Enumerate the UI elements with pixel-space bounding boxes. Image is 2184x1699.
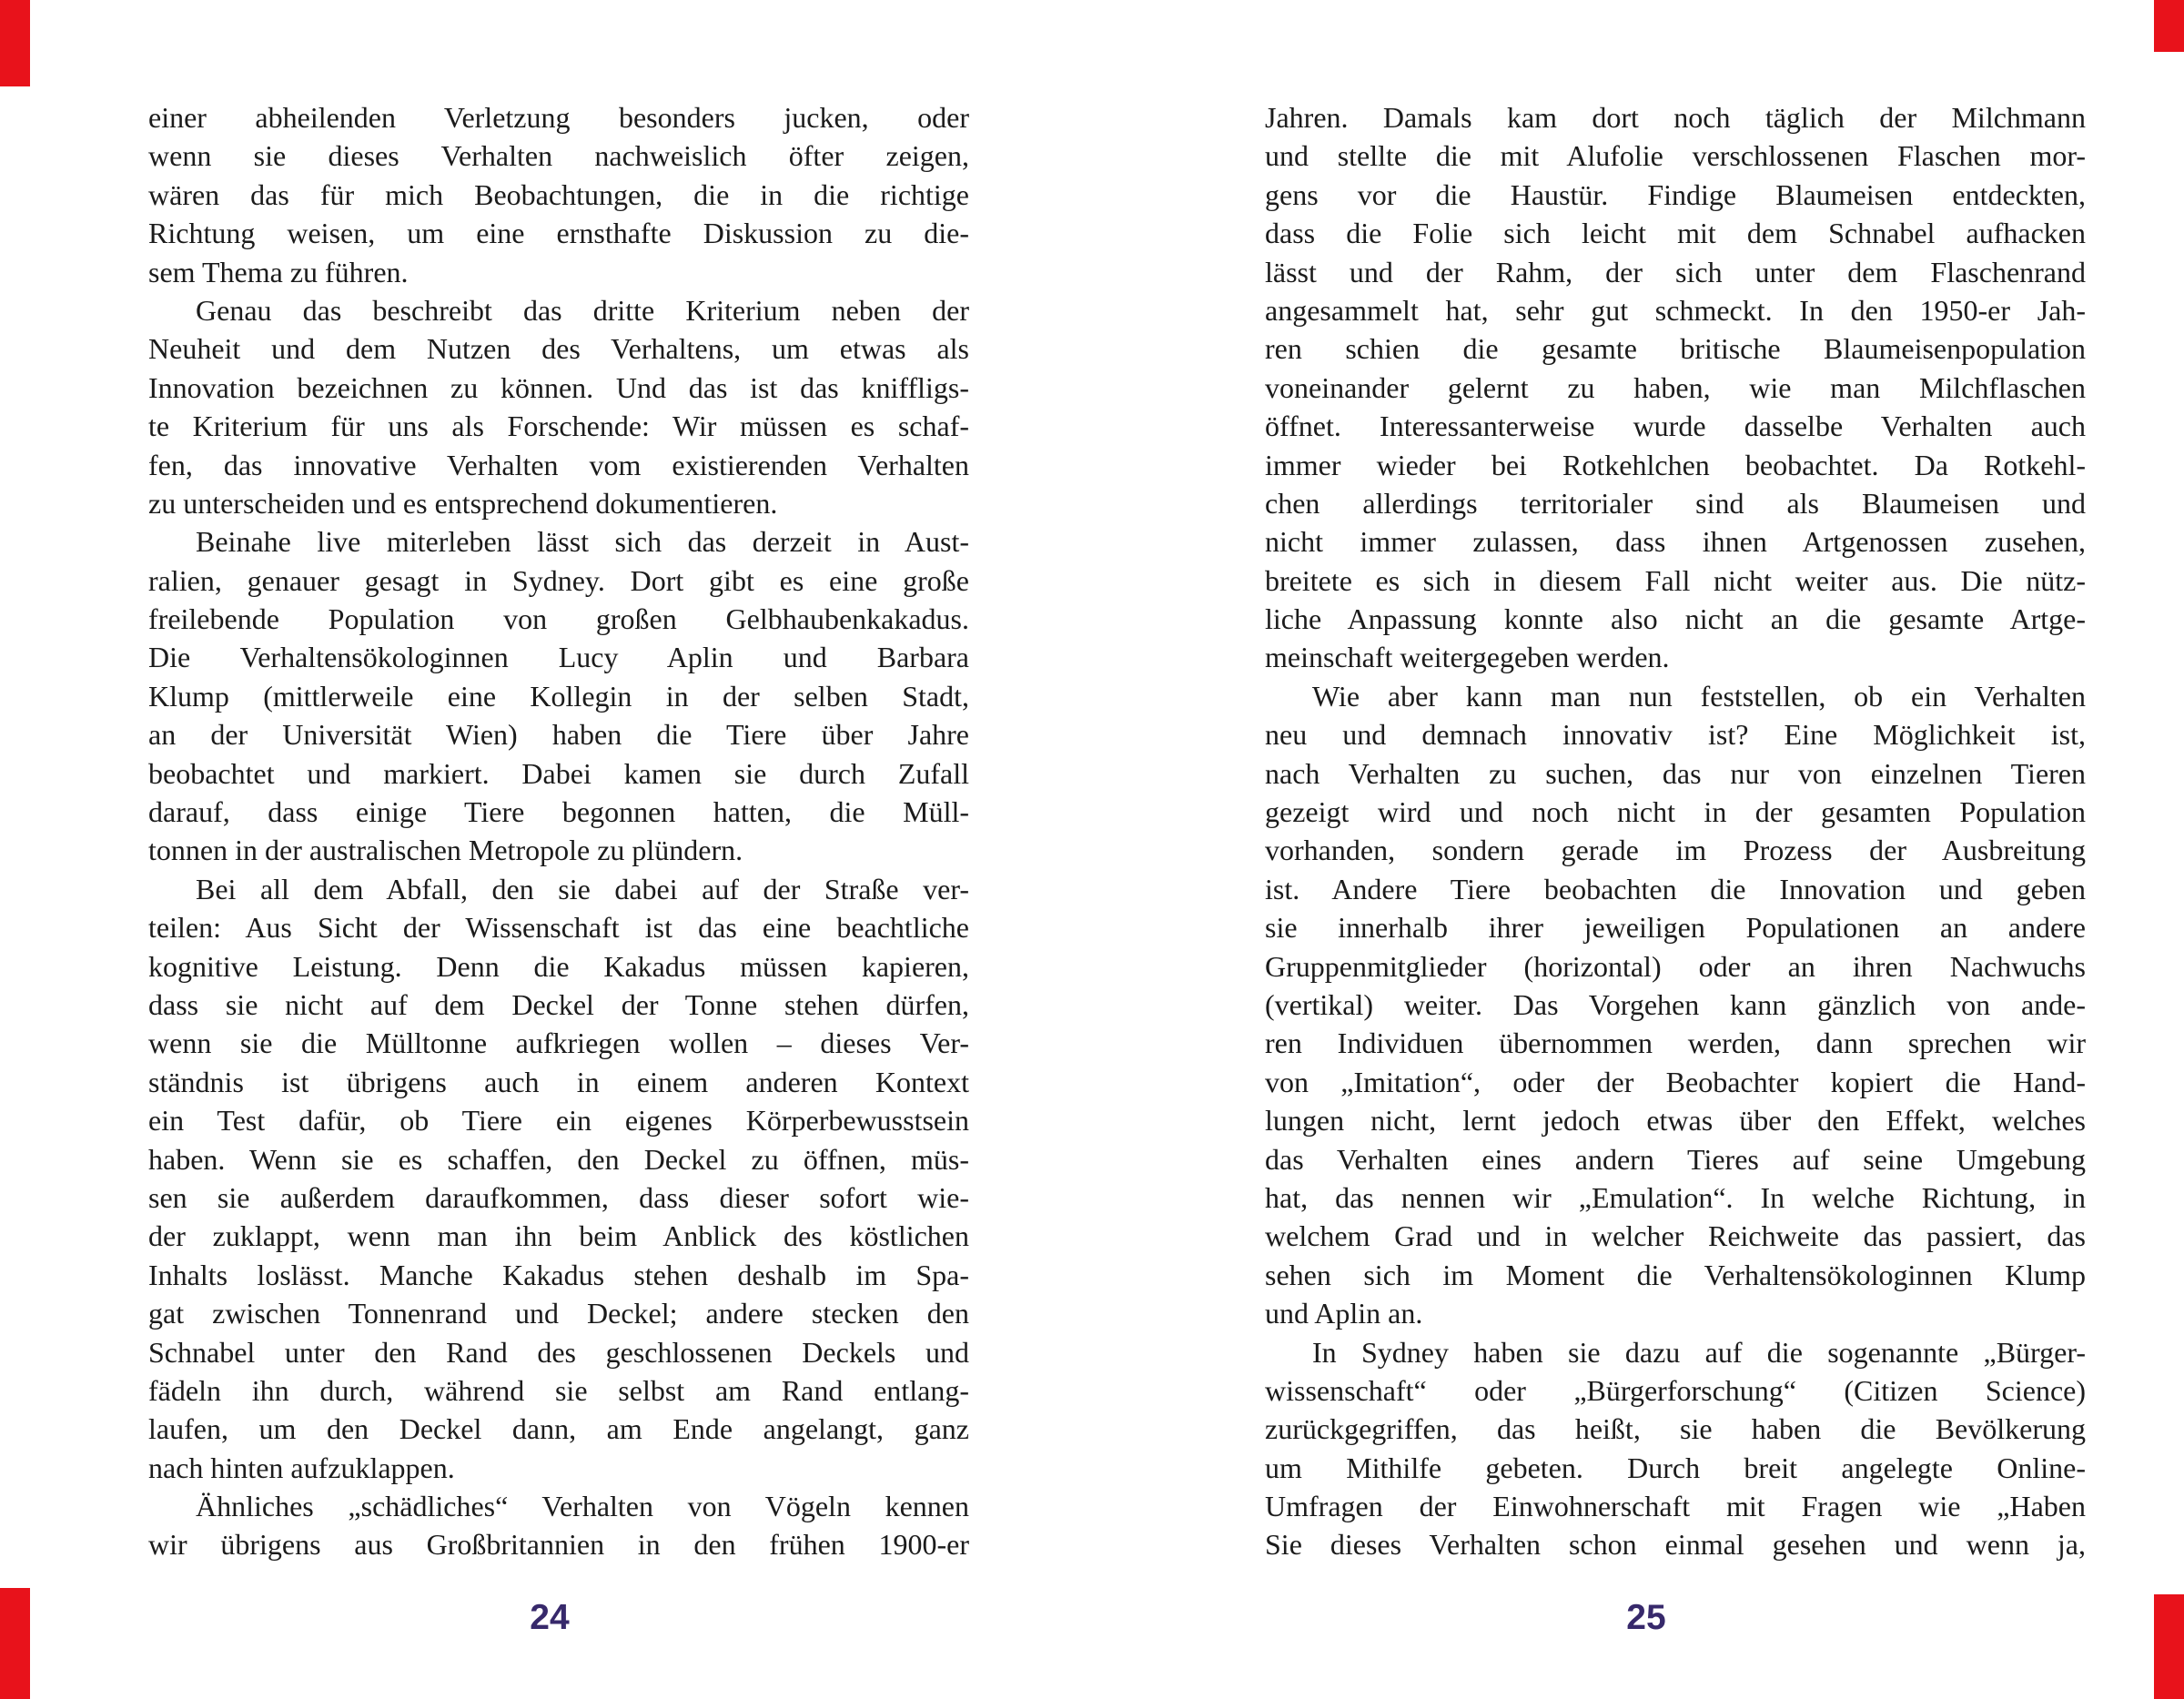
- text-line: beobachtet und markiert. Dabei kamen sie durch Zufall: [148, 756, 969, 790]
- page-number-right: 25: [1626, 1598, 1666, 1637]
- text-line: fädeln ihn durch, während sie selbst am Rand entlang-: [148, 1373, 969, 1407]
- text-line: und stellte die mit Alufolie verschlossenen Flaschen mor-: [1265, 139, 2086, 173]
- text-line: ein Test dafür, ob Tiere ein eigenes Körperbewusstsein: [148, 1104, 969, 1138]
- text-line: kognitive Leistung. Denn die Kakadus müssen kapieren,: [148, 949, 969, 983]
- text-line: gat zwischen Tonnenrand und Deckel; andere stecken den: [148, 1297, 969, 1330]
- text-line: liche Anpassung konnte also nicht an die gesamte Artge-: [1265, 602, 2086, 636]
- text-line: tonnen in der australischen Metropole zu plündern.: [148, 834, 743, 867]
- text-line: neu und demnach innovativ ist? Eine Möglichkeit ist,: [1265, 718, 2086, 752]
- text-line: und Aplin an.: [1265, 1297, 1423, 1330]
- text-line: Gruppenmitglieder (horizontal) oder an ihren Nachwuchs: [1265, 949, 2086, 983]
- text-line: angesammelt hat, sehr gut schmeckt. In den 1950-er Jah-: [1265, 293, 2086, 327]
- text-line: wenn sie dieses Verhalten nachweislich öfter zeigen,: [148, 139, 969, 173]
- text-line: ist. Andere Tiere beobachten die Innovation und geben: [1265, 872, 2086, 905]
- text-line: wären das für mich Beobachtungen, die in die richtige: [148, 177, 969, 211]
- text-line: gens vor die Haustür. Findige Blaumeisen entdeckten,: [1265, 177, 2086, 211]
- text-line: vorhanden, sondern gerade im Prozess der Ausbreitung: [1265, 834, 2086, 867]
- text-line: lungen nicht, lernt jedoch etwas über den Effekt, welches: [1265, 1104, 2086, 1138]
- text-line: welchem Grad und in welcher Reichweite das passiert, das: [1265, 1219, 2086, 1253]
- text-line: ren schien die gesamte britische Blaumeisenpopulation: [1265, 332, 2086, 366]
- text-line: sie innerhalb ihrer jeweiligen Populationen an andere: [1265, 911, 2086, 945]
- text-line: freilebende Population von großen Gelbhaubenkakadus.: [148, 602, 969, 636]
- text-line: einer abheilenden Verletzung besonders jucken, oder: [148, 101, 969, 134]
- text-line: dass sie nicht auf dem Deckel der Tonne stehen dürfen,: [148, 987, 969, 1021]
- text-line: teilen: Aus Sicht der Wissenschaft ist das eine beachtliche: [148, 911, 969, 945]
- scan-edge-mark-top-right: [2154, 0, 2184, 52]
- text-line: Neuheit und dem Nutzen des Verhaltens, um etwas als: [148, 332, 969, 366]
- text-line: immer wieder bei Rotkehlchen beobachtet. Da Rotkehl-: [1265, 448, 2086, 481]
- text-line: Die Verhaltensökologinnen Lucy Aplin und Barbara: [148, 641, 969, 674]
- page-right-text-column: [1265, 98, 2086, 1564]
- text-line: nicht immer zulassen, dass ihnen Artgenossen zusehen,: [1265, 525, 2086, 559]
- text-line: voneinander gelernt zu haben, wie man Milchflaschen: [1265, 370, 2086, 404]
- text-line: Umfragen der Einwohnerschaft mit Fragen wie „Haben: [1265, 1490, 2086, 1523]
- text-line: zurückgegriffen, das heißt, sie haben die Bevölkerung: [1265, 1412, 2086, 1446]
- text-line: meinschaft weitergegeben werden.: [1265, 641, 1670, 674]
- scan-edge-mark-bottom-right: [2154, 1594, 2184, 1699]
- text-line: öffnet. Interessanterweise wurde dasselbe Verhalten auch: [1265, 410, 2086, 443]
- text-line: hat, das nennen wir „Emulation“. In welche Richtung, in: [1265, 1180, 2086, 1214]
- text-line: fen, das innovative Verhalten vom existierenden Verhalten: [148, 448, 969, 481]
- text-line: nach Verhalten zu suchen, das nur von einzelnen Tieren: [1265, 756, 2086, 790]
- text-line: laufen, um den Deckel dann, am Ende angelangt, ganz: [148, 1412, 969, 1446]
- scan-edge-mark-top-left: [0, 0, 30, 86]
- text-line: Beinahe live miterleben lässt sich das derzeit in Aust-: [196, 525, 969, 559]
- text-line: lässt und der Rahm, der sich unter dem Flaschenrand: [1265, 255, 2086, 288]
- text-line: Bei all dem Abfall, den sie dabei auf der Straße ver-: [196, 872, 969, 905]
- text-line: breitete es sich in diesem Fall nicht weiter aus. Die nütz-: [1265, 563, 2086, 597]
- text-line: um Mithilfe gebeten. Durch breit angelegte Online-: [1265, 1451, 2086, 1484]
- page-number-left: 24: [530, 1598, 570, 1637]
- text-line: sehen sich im Moment die Verhaltensökologinnen Klump: [1265, 1258, 2086, 1291]
- text-line: wissenschaft“ oder „Bürgerforschung“ (Citizen Science): [1265, 1373, 2086, 1407]
- text-line: Richtung weisen, um eine ernsthafte Diskussion zu die-: [148, 217, 969, 250]
- text-line: wenn sie die Mülltonne aufkriegen wollen – dieses Ver-: [148, 1026, 969, 1060]
- text-line: an der Universität Wien) haben die Tiere über Jahre: [148, 718, 969, 752]
- text-line: zu unterscheiden und es entsprechend dokumentieren.: [148, 486, 778, 520]
- text-line: (vertikal) weiter. Das Vorgehen kann gänzlich von ande-: [1265, 987, 2086, 1021]
- text-line: dass die Folie sich leicht mit dem Schnabel aufhacken: [1265, 217, 2086, 250]
- text-line: Jahren. Damals kam dort noch täglich der Milchmann: [1265, 101, 2086, 134]
- text-line: chen allerdings territorialer sind als Blaumeisen und: [1265, 486, 2086, 520]
- text-line: haben. Wenn sie es schaffen, den Deckel zu öffnen, müs-: [148, 1142, 969, 1176]
- text-line: In Sydney haben sie dazu auf die sogenannte „Bürger-: [1312, 1335, 2086, 1369]
- text-line: ralien, genauer gesagt in Sydney. Dort gibt es eine große: [148, 563, 969, 597]
- text-line: te Kriterium für uns als Forschende: Wir müssen es schaf-: [148, 410, 969, 443]
- page-left-text-column: [148, 98, 969, 1564]
- text-line: von „Imitation“, oder der Beobachter kopiert die Hand-: [1265, 1065, 2086, 1098]
- text-line: Wie aber kann man nun feststellen, ob ein Verhalten: [1312, 679, 2086, 713]
- text-line: ständnis ist übrigens auch in einem anderen Kontext: [148, 1065, 969, 1098]
- text-line: Schnabel unter den Rand des geschlossenen Deckels und: [148, 1335, 969, 1369]
- text-line: wir übrigens aus Großbritannien in den frühen 1900-er: [148, 1528, 969, 1562]
- text-line: Genau das beschreibt das dritte Kriterium neben der: [196, 293, 969, 327]
- text-line: darauf, dass einige Tiere begonnen hatten, die Müll-: [148, 795, 969, 829]
- text-line: Ähnliches „schädliches“ Verhalten von Vögeln kennen: [196, 1490, 969, 1523]
- text-line: Klump (mittlerweile eine Kollegin in der selben Stadt,: [148, 679, 969, 713]
- text-line: Sie dieses Verhalten schon einmal gesehen und wenn ja,: [1265, 1528, 2086, 1562]
- text-line: das Verhalten eines andern Tieres auf seine Umgebung: [1265, 1142, 2086, 1176]
- text-line: gezeigt wird und noch nicht in der gesamten Population: [1265, 795, 2086, 829]
- text-line: Innovation bezeichnen zu können. Und das ist das kniffligs-: [148, 370, 969, 404]
- text-line: sen sie außerdem daraufkommen, dass dieser sofort wie-: [148, 1180, 969, 1214]
- text-line: der zuklappt, wenn man ihn beim Anblick des köstlichen: [148, 1219, 969, 1253]
- text-line: sem Thema zu führen.: [148, 255, 409, 288]
- text-line: ren Individuen übernommen werden, dann sprechen wir: [1265, 1026, 2086, 1060]
- text-line: nach hinten aufzuklappen.: [148, 1451, 455, 1484]
- scan-edge-mark-bottom-left: [0, 1588, 30, 1699]
- text-line: Inhalts loslässt. Manche Kakadus stehen deshalb im Spa-: [148, 1258, 969, 1291]
